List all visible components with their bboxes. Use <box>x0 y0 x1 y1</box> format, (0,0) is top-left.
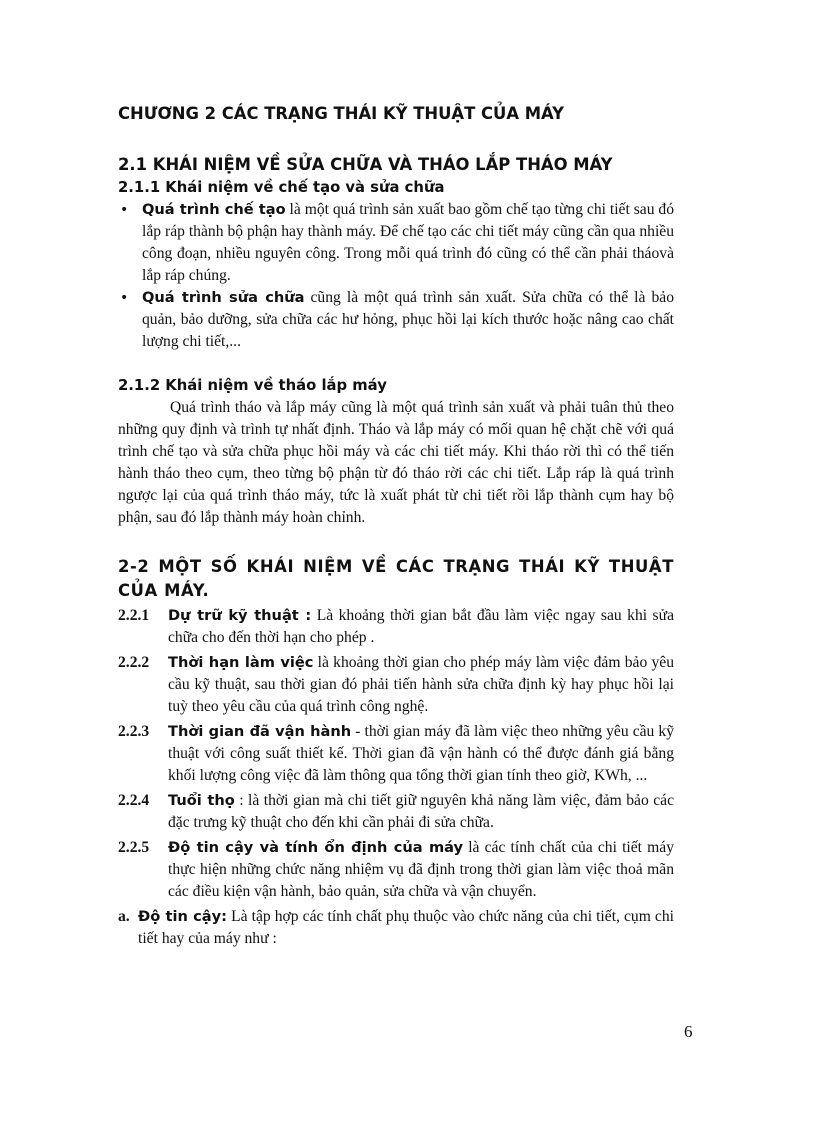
list-item <box>118 652 674 718</box>
item-number: 2.2.1 <box>118 607 150 624</box>
item-text: là khoảng thời gian cho phép máy làm việc đảm bảo yêu cầu kỹ thuật, sau thời gian đó phải tiến hành sửa chữa định kỳ hay phục hồi lại tuỳ theo yêu cầu của quá trình công nghệ. <box>168 654 674 715</box>
item-term: Tuổi thọ <box>168 792 235 809</box>
item-number: 2.2.4 <box>118 792 150 809</box>
bullet-text: cũng là một quá trình sản xuất. Sửa chữa có thể là bảo quản, bảo dưỡng, sửa chữa các hư hỏng, phục hồi lại kích thước hoặc nâng cao chất lượng chi tiết,... <box>142 289 674 350</box>
item-number: 2.2.3 <box>118 723 150 740</box>
item-text: là các tính chất của chi tiết máy thực hiện những chức năng nhiệm vụ đã định trong thời gian làm việc thoả mãn các điều kiện vận hành, bảo quản, sửa chữa và vận chuyển. <box>168 839 674 900</box>
item-text: Là khoảng thời gian bắt đầu làm việc ngay sau khi sửa chữa cho đến thời hạn cho phép . <box>168 607 674 646</box>
bullet-item <box>118 287 674 353</box>
item-text: Là tập hợp các tính chất phụ thuộc vào chức năng của chi tiết, cụm chi tiết hay của máy như : <box>138 908 674 947</box>
list-item <box>118 605 674 649</box>
bullet-term: Quá trình chế tạo <box>142 201 286 218</box>
item-number: 2.2.5 <box>118 839 150 856</box>
item-term: Độ tin cậy và tính ổn định của máy <box>168 839 464 856</box>
bullet-icon: • <box>120 290 129 306</box>
chapter-title: CHƯƠNG 2 CÁC TRẠNG THÁI KỸ THUẬT CỦA MÁY <box>118 104 565 123</box>
bullet-icon: • <box>120 202 129 218</box>
list-item <box>118 906 674 950</box>
section-2-1-2-title: 2.1.2 Khái niệm về tháo lắp máy <box>118 377 387 394</box>
list-item <box>118 721 674 787</box>
document-page <box>118 104 674 950</box>
item-term: Thời hạn làm việc <box>168 654 314 671</box>
page-number: 6 <box>684 1022 693 1041</box>
item-text: : là thời gian mà chi tiết giữ nguyên khả năng làm việc, đảm bảo các đặc trưng kỹ thuật cho đến khi cần phải đi sửa chữa. <box>168 792 674 831</box>
list-item <box>118 837 674 903</box>
section-2-1-2-paragraph: Quá trình tháo và lắp máy cũng là một quá trình sản xuất và phải tuân thủ theo những quy định và trình tự nhất định. Tháo và lắp máy có mối quan hệ chặt chẽ với quá trình chế tạo và sửa chữa phục hồi máy và các chi tiết máy. Khi tháo rời thì có thể tiến hành tháo theo cụm, theo từng bộ phận từ đó tháo rời các chi tiết. Lắp ráp là quá trình ngược lại của quá trình tháo máy, tức là xuất phát từ chi tiết rồi lắp thành cụm hay bộ phận, sau đó lắp thành máy hoàn chỉnh. <box>118 399 674 526</box>
item-term: Thời gian đã vận hành <box>168 723 352 740</box>
list-item <box>118 790 674 834</box>
section-2-2-title: 2-2 MỘT SỐ KHÁI NIỆM VỀ CÁC TRẠNG THÁI KỸ THUẬT CỦA MÁY. <box>118 557 674 600</box>
section-2-1-title: 2.1 KHÁI NIỆM VỀ SỬA CHỮA VÀ THÁO LẮP THÁO MÁY <box>118 155 613 174</box>
bullet-term: Quá trình sửa chữa <box>142 289 305 306</box>
bullet-text: là một quá trình sản xuất bao gồm chế tạo từng chi tiết sau đó lắp ráp thành bộ phận hay thành máy. Để chế tạo các chi tiết máy cũng cần qua nhiều công đoạn, nhiều nguyên công. Trong mỗi quá trình đó cũng có thể cần phải tháovà lắp ráp chúng. <box>142 201 674 284</box>
item-number: 2.2.2 <box>118 654 150 671</box>
item-number: a. <box>118 908 130 925</box>
item-term: Độ tin cậy: <box>138 908 227 925</box>
item-term: Dự trữ kỹ thuật : <box>168 607 312 624</box>
section-2-1-1-title: 2.1.1 Khái niệm về chế tạo và sửa chữa <box>118 179 445 196</box>
bullet-item <box>118 199 674 287</box>
item-text: - thời gian máy đã làm việc theo những yêu cầu kỹ thuật với công suất thiết kế. Thời gian đã vận hành có thể được đánh giá bằng khối lượng công việc đã làm thông qua tổng thời gian tính theo giờ, KWh, ... <box>168 723 675 784</box>
